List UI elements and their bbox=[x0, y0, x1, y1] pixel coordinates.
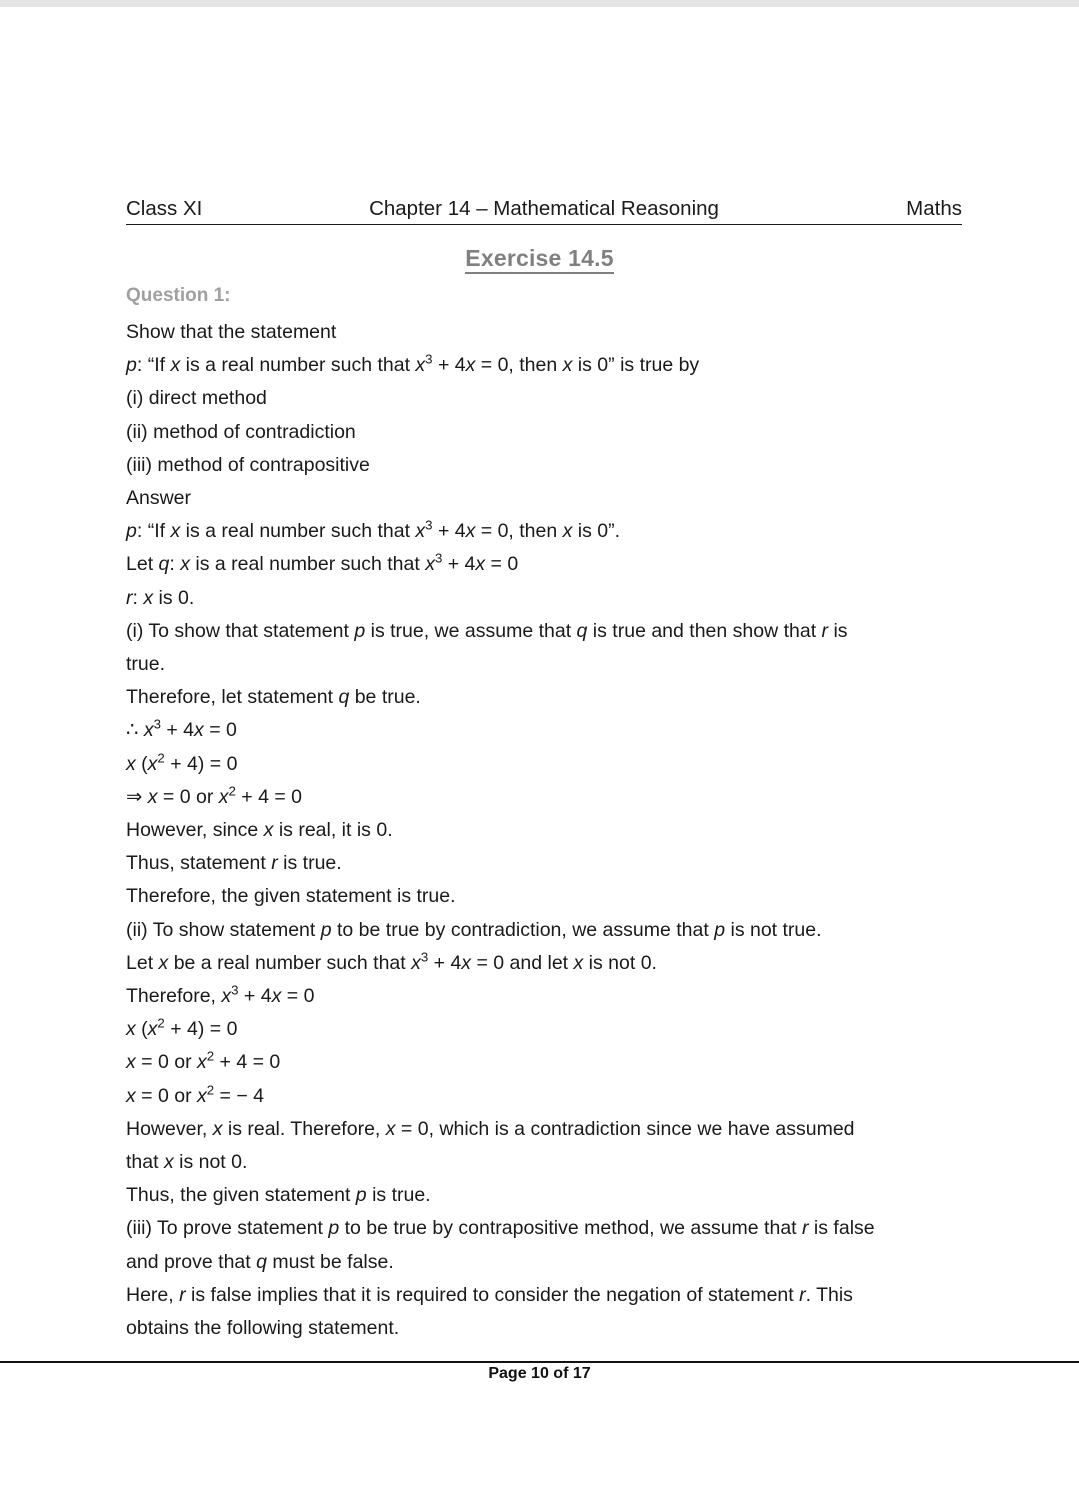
text-line: (ii) method of contradiction bbox=[126, 420, 356, 443]
exercise-title bbox=[0, 245, 1079, 272]
text-line: Therefore, the given statement is true. bbox=[126, 885, 456, 908]
text-line: obtains the following statement. bbox=[126, 1317, 400, 1340]
text-line: ∴ $x^3 + 4x = 0$ bbox=[126, 716, 237, 742]
text-line: x $(x^2 + 4) = 0$ bbox=[126, 750, 238, 775]
text-line: (iii) To prove statement p to be true by contrapositive method, we assume that r is false bbox=[126, 1217, 875, 1240]
text-line: Thus, statement r is true. bbox=[126, 852, 342, 875]
exercise-title-text: Exercise 14.5 bbox=[465, 245, 613, 274]
text-line: p: “If x is a real number such that $x^3 + 4x = 0$, then x is 0”. bbox=[126, 517, 621, 543]
text-line: (iii) method of contrapositive bbox=[126, 453, 370, 476]
text-line: Show that the statement bbox=[126, 321, 337, 343]
footer-divider bbox=[0, 1361, 1079, 1363]
header-subject-label: Maths bbox=[906, 197, 962, 220]
question-label: Question 1: bbox=[126, 285, 231, 306]
text-line: p: “If x is a real number such that $x^3 + 4x = 0$, then x is 0” is true by bbox=[126, 351, 700, 377]
header-chapter-title: Chapter 14 – Mathematical Reasoning bbox=[369, 197, 719, 220]
text-line: However, since x is real, it is 0. bbox=[126, 819, 393, 842]
text-line: Let q: x is a real number such that $x^3 + 4x = 0$ bbox=[126, 550, 519, 576]
page-number: Page 10 of 17 bbox=[488, 1365, 591, 1382]
text-line: (ii) To show statement p to be true by contradiction, we assume that p is not true. bbox=[126, 918, 822, 941]
text-line: x $(x^2 + 4) = 0$ bbox=[126, 1015, 238, 1041]
text-line: Thus, the given statement p is true. bbox=[126, 1184, 431, 1207]
text-line: that x is not 0. bbox=[126, 1151, 248, 1174]
text-line: ⇒ x = 0 or $x^2 + 4 = 0$ bbox=[126, 783, 303, 808]
text-line: x = 0 or $x^2$ = − 4 bbox=[126, 1082, 264, 1107]
answer-body bbox=[126, 316, 971, 1345]
text-line: r: x is 0. bbox=[126, 586, 195, 609]
text-line: x = 0 or $x^2 + 4 = 0$ bbox=[126, 1048, 281, 1074]
header-divider bbox=[126, 224, 962, 225]
text-line: and prove that q must be false. bbox=[126, 1250, 394, 1273]
text-line: Therefore, let statement q be true. bbox=[126, 686, 421, 709]
text-line: (i) direct method bbox=[126, 387, 267, 410]
text-line: Therefore, $x^3 + 4x = 0$ bbox=[126, 982, 315, 1008]
header-class-label: Class XI bbox=[126, 197, 203, 220]
text-line: Answer bbox=[126, 487, 192, 510]
text-line: true. bbox=[126, 653, 166, 676]
text-line: Here, r is false implies that it is required to consider the negation of statement r. This bbox=[126, 1283, 853, 1306]
text-line: (i) To show that statement p is true, we assume that q is true and then show that r is bbox=[126, 619, 848, 642]
text-line: Let x be a real number such that $x^3 + 4x = 0$ and let x is not 0. bbox=[126, 949, 657, 974]
running-header bbox=[126, 196, 962, 222]
text-line: However, x is real. Therefore, x = 0, which is a contradiction since we have assumed bbox=[126, 1117, 855, 1140]
